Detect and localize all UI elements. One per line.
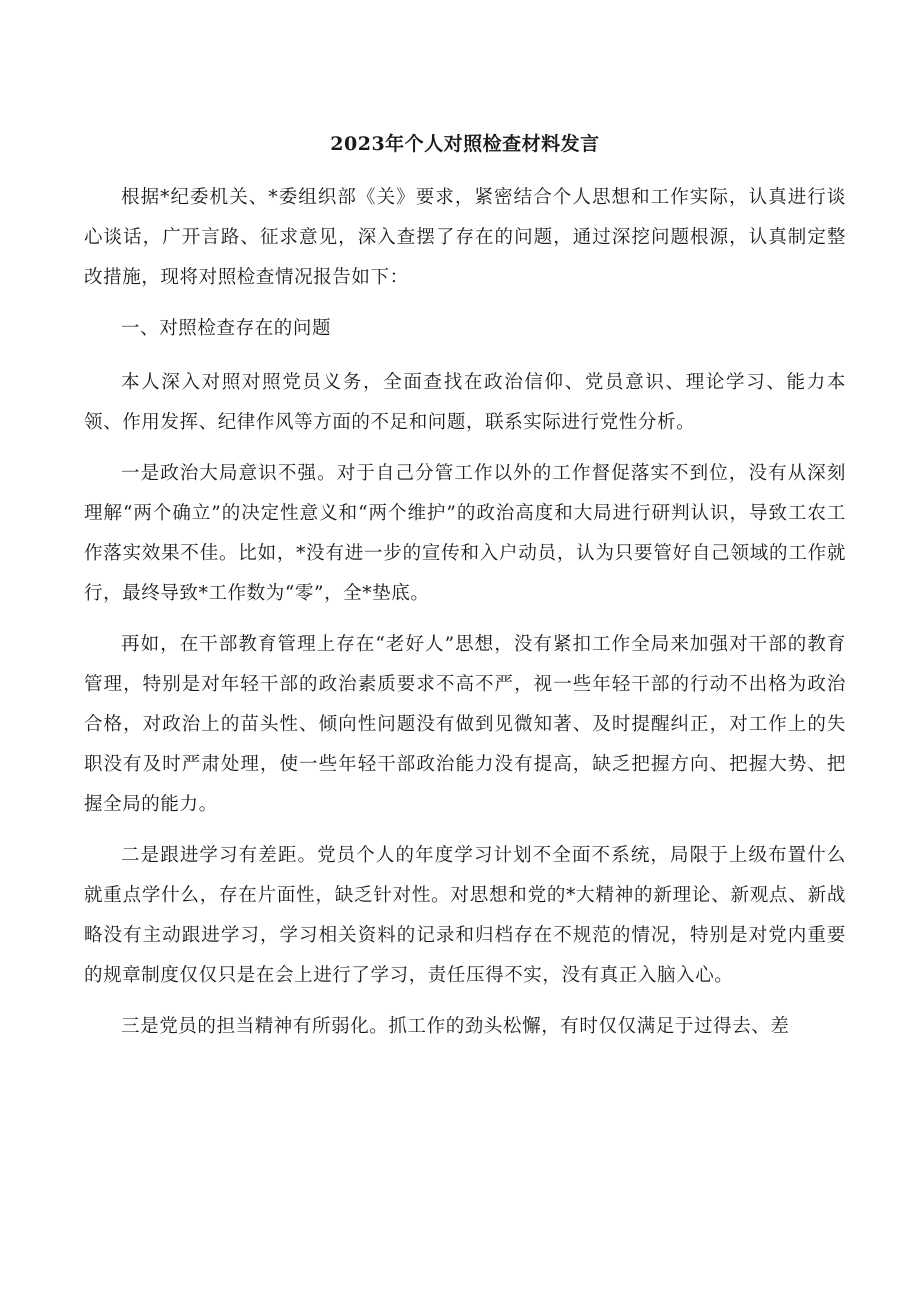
paragraph-intro: 根据*纪委机关、*委组织部《关》要求，紧密结合个人思想和工作实际，认真进行谈心谈话，广开言路、征求意见，深入查摆了存在的问题，通过深挖问题根源，认真制定整改措施，现将对照检查情况报告如下： <box>84 187 846 288</box>
paragraph-point-2: 二是跟进学习有差距。党员个人的年度学习计划不全面不系统，局限于上级布置什么就重点学什么，存在片面性，缺乏针对性。对思想和党的*大精神的新理论、新观点、新战略没有主动跟进学习，学习相关资料的记录和归档存在不规范的情况，特别是对党内重要的规章制度仅仅只是在会上进行了学习，责任压得不实，没有真正入脑入心。 <box>84 845 846 986</box>
paragraph-point-3: 三是党员的担当精神有所弱化。抓工作的劲头松懈，有时仅仅满足于过得去、差 <box>121 1016 790 1037</box>
section-heading: 一、对照检查存在的问题 <box>121 318 332 339</box>
document-title: 2023年个人对照检查材料发言 <box>330 133 600 155</box>
paragraph-example: 再如，在干部教育管理上存在“老好人”思想，没有紧扣工作全局来加强对干部的教育管理，特别是对年轻干部的政治素质要求不高不严，视一些年轻干部的行动不出格为政治合格，对政治上的苗头性、倾向性问题没有做到见微知著、及时提醒纠正，对工作上的失职没有及时严肃处理，使一些年轻干部政治能力没有提高，缺乏把握方向、把握大势、把握全局的能力。 <box>84 634 846 815</box>
paragraph-overview: 本人深入对照对照党员义务，全面查找在政治信仰、党员意识、理论学习、能力本领、作用发挥、纪律作风等方面的不足和问题，联系实际进行党性分析。 <box>84 372 846 433</box>
paragraph-point-1: 一是政治大局意识不强。对于自己分管工作以外的工作督促落实不到位，没有从深刻理解“两个确立”的决定性意义和“两个维护”的政治高度和大局进行研判认识，导致工农工作落实效果不佳。比如，*没有进一步的宣传和入户动员，认为只要管好自己领域的工作就行，最终导致*工作数为“零”，全*垫底。 <box>84 463 846 604</box>
